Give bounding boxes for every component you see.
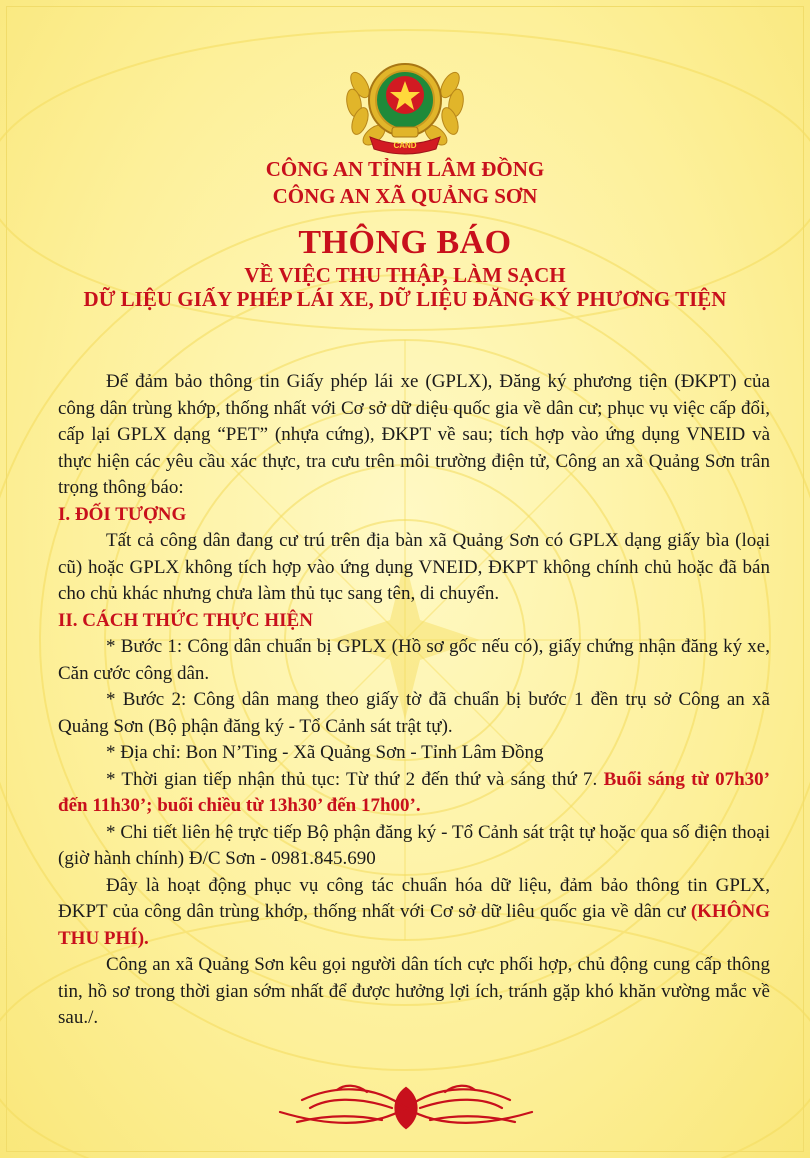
- reception-time-prefix: * Thời gian tiếp nhận thủ tục: Từ thứ 2 đến thứ và sáng thứ 7.: [106, 768, 604, 790]
- closing-paragraph: Công an xã Quảng Sơn kêu gọi người dân tích cực phối hợp, chủ động cung cấp thông tin, hồ sơ trong thời gian sớm nhất để được hưởng lợi ích, tránh gặp khó khăn vường mắc về sau./.: [58, 954, 770, 1028]
- reception-hours: Buổi sáng từ 07h30’ đến 11h30’; buổi chiều từ 13h30’ đến 17h00’.: [58, 768, 770, 816]
- purpose-paragraph: [58, 873, 770, 953]
- notice-title: THÔNG BÁO: [298, 224, 512, 261]
- free-of-charge-note: (KHÔNG THU PHÍ).: [58, 901, 770, 949]
- section-1-title: I. ĐỐI TƯỢNG: [58, 503, 187, 525]
- purpose-text: Đây là hoạt động phục vụ công tác chuẩn hóa dữ liệu, đảm bảo thông tin GPLX, ĐKPT của công dân trùng khớp, thống nhất với Cơ sở dữ liêu quốc gia về dân cư: [58, 874, 770, 922]
- notice-body: [58, 369, 770, 1032]
- notice-subtitle-1: VỀ VIỆC THU THẬP, LÀM SẠCH: [244, 263, 566, 287]
- intro-paragraph: Để đảm bảo thông tin Giấy phép lái xe (GPLX), Đăng ký phương tiện (ĐKPT) của công dân trùng khớp, thống nhất với Cơ sở dữ diệu quốc gia về dân cư; phục vụ việc cấp đổi, cấp lại GPLX dạng “PET” (nhựa cứng), ĐKPT về sau; tích hợp vào ứng dụng VNEID và thực hiện các yêu cầu xác thực, tra cưu trên môi trường điện tử, Công an xã Quảng Sơn trân trọng thông báo:: [58, 371, 770, 498]
- section-1-text: Tất cả công dân đang cư trú trên địa bàn xã Quảng Sơn có GPLX dạng giấy bìa (loại cũ) hoặc GPLX không tích hợp vào ứng dụng VNEID, ĐKPT không chính chủ hoặc đã bán cho chủ khác nhưng chưa làm thủ tục sang tên, di chuyển.: [58, 530, 770, 604]
- emblem-text: CAND: [393, 141, 417, 150]
- org-name: CÔNG AN XÃ QUẢNG SƠN: [272, 184, 538, 208]
- step-2: * Bước 2: Công dân mang theo giấy tờ đã chuẩn bị bước 1 đền trụ sở Công an xã Quảng Sơn (Bộ phận đăng ký - Tổ Cảnh sát trật tự).: [58, 689, 770, 737]
- contact-line: * Chi tiết liên hệ trực tiếp Bộ phận đăng ký - Tổ Cảnh sát trật tự hoặc qua số điện thoại (giờ hành chính) Đ/C Sơn - 0981.845.690: [58, 821, 770, 869]
- section-2-title: II. CÁCH THỨC THỰC HIỆN: [58, 609, 313, 631]
- org-parent: CÔNG AN TỈNH LÂM ĐỒNG: [265, 157, 545, 181]
- police-emblem-icon: [330, 55, 480, 155]
- ornament-divider-icon: [270, 1078, 542, 1136]
- reception-time: [58, 767, 770, 820]
- notice-subtitle-2: DỮ LIỆU GIẤY PHÉP LÁI XE, DỮ LIỆU ĐĂNG KÝ PHƯƠNG TIỆN: [83, 287, 727, 311]
- step-1: * Bước 1: Công dân chuẩn bị GPLX (Hồ sơ gốc nếu có), giấy chứng nhận đăng ký xe, Căn cước công dân.: [58, 636, 770, 684]
- address-line: * Địa chỉ: Bon N’Ting - Xã Quảng Sơn - Tỉnh Lâm Đồng: [106, 742, 544, 763]
